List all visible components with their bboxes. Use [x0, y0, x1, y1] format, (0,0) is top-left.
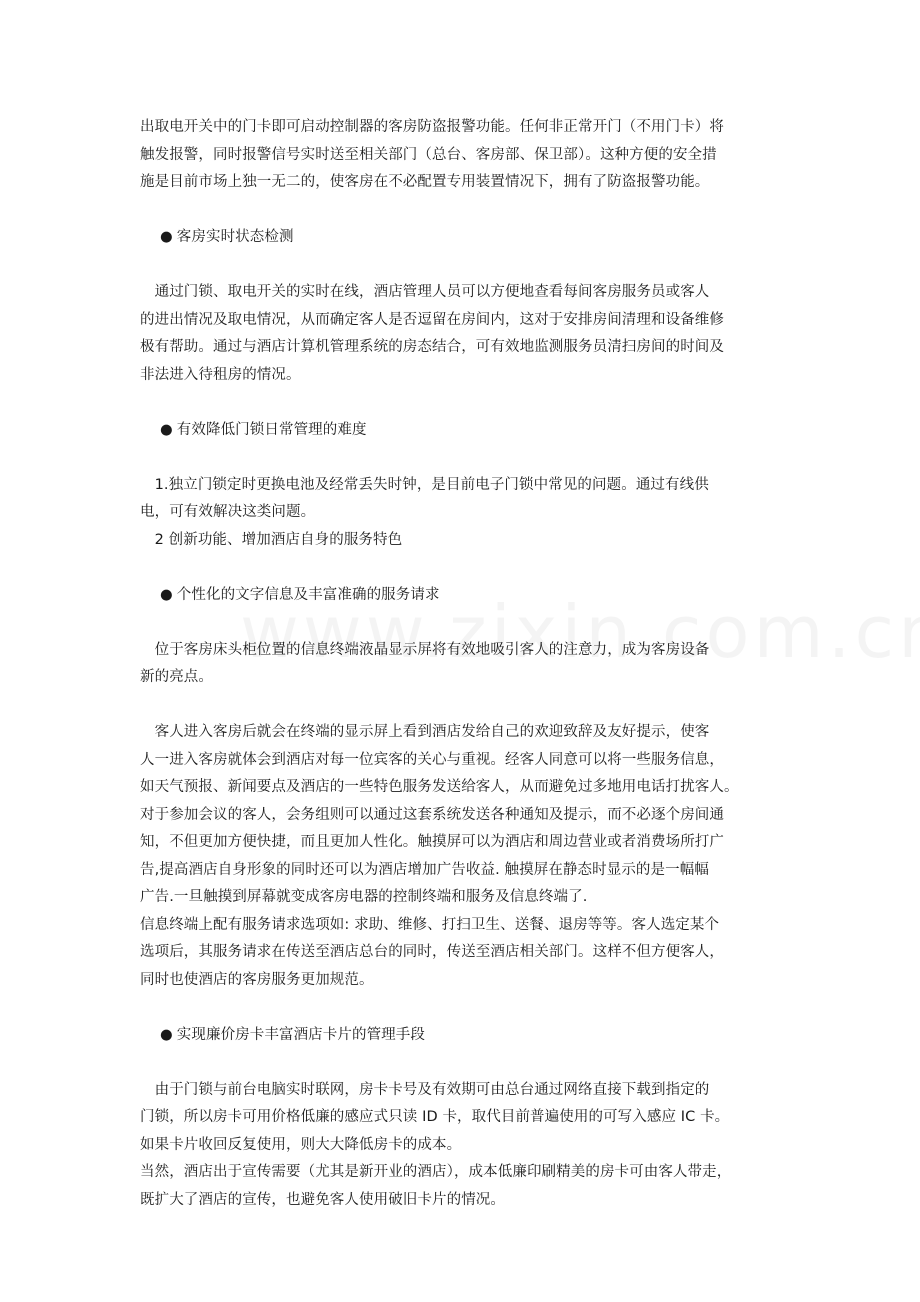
text-line: 1.独立门锁定时更换电池及经常丢失时钟，是目前电子门锁中常见的问题。通过有线供: [140, 476, 709, 493]
text-line: 客人进入客房后就会在终端的显示屏上看到酒店发给自己的欢迎致辞及友好提示，使客: [140, 724, 710, 740]
text-line: 2 创新功能、增加酒店自身的服务特色: [140, 531, 403, 548]
text-line: 同时也使酒店的客房服务更加规范。: [140, 971, 374, 988]
text-line: 施是目前市场上独一无二的，使客房在不必配置专用装置情况下，拥有了防盗报警功能。: [140, 174, 710, 190]
text-line: 触发报警，同时报警信号实时送至相关部门（总台、客房部、保卫部）。这种方便的安全措: [140, 146, 717, 163]
spacer: [140, 1049, 780, 1077]
text-line: 当然，酒店出于宣传需要（尤其是新开业的酒店），成本低廉印刷精美的房卡可由客人带走，: [140, 1164, 732, 1180]
spacer: [140, 197, 780, 225]
text-line: 选项后，其服务请求在传送至酒店总台的同时，传送至酒店相关部门。这样不但方便客人，: [140, 944, 724, 960]
text-line: 出取电开关中的门卡即可启动控制器的客房防盗报警功能。任何非正常开门（不用门卡）将: [140, 119, 724, 135]
text-line: 新的亮点。: [140, 669, 213, 685]
section-heading-lock-management: [140, 417, 780, 445]
spacer: [140, 554, 780, 582]
bullet-icon: ●: [160, 1026, 173, 1043]
bullet-icon: ●: [160, 586, 173, 603]
spacer: [140, 389, 780, 417]
text-line: 信息终端上配有服务请求选项如: 求助、维修、打扫卫生、送餐、退房等等。客人选定某个: [140, 916, 720, 933]
section-heading-realtime-status: [140, 224, 780, 252]
text-line: 非法进入待租房的情况。: [140, 366, 301, 383]
section-heading-personalized-info: [140, 582, 780, 610]
bullet-icon: ●: [160, 229, 173, 245]
text-line: 通过门锁、取电开关的实时在线，酒店管理人员可以方便地查看每间客房服务员或客人: [140, 284, 710, 300]
spacer: [140, 692, 780, 720]
text-line: 广告.一旦触摸到屏幕就变成客房电器的控制终端和服务及信息终端了.: [140, 889, 588, 905]
text-line: 人一进入客房就体会到酒店对每一位宾客的关心与重视。经客人同意可以将一些服务信息，: [140, 751, 724, 768]
text-line: 位于客房床头柜位置的信息终端液晶显示屏将有效地吸引客人的注意力，成为客房设备: [140, 641, 710, 658]
text-line: 极有帮助。通过与酒店计算机管理系统的房态结合，可有效地监测服务员清扫房间的时间及: [140, 339, 724, 355]
heading-text: 实现廉价房卡丰富酒店卡片的管理手段: [176, 1026, 425, 1043]
text-line: 既扩大了酒店的宣传，也避免客人使用破旧卡片的情况。: [140, 1191, 505, 1208]
paragraph-guest-welcome: [140, 719, 780, 994]
spacer: [140, 609, 780, 637]
heading-text: 有效降低门锁日常管理的难度: [176, 421, 367, 438]
text-line: 如天气预报、新闻要点及酒店的一些特色服务发送给客人，从而避免过多地用电话打扰客人。: [140, 779, 739, 795]
text-line: 告,提高酒店自身形象的同时还可以为酒店增加广告收益. 触摸屏在静态时显示的是一幅幅: [140, 861, 709, 878]
text-line: 对于参加会议的客人，会务组则可以通过这套系统发送各种通知及提示，而不必逐个房间通: [140, 806, 724, 823]
spacer: [140, 994, 780, 1022]
intro-paragraph: [140, 114, 780, 197]
text-line: 的进出情况及取电情况，从而确定客人是否逗留在房间内，这对于安排房间清理和设备维修: [140, 311, 724, 328]
document-body: [140, 114, 780, 1214]
text-line: 如果卡片收回反复使用，则大大降低房卡的成本。: [140, 1136, 462, 1153]
bullet-icon: ●: [160, 421, 173, 438]
text-line: 电，可有效解决这类问题。: [140, 504, 316, 520]
heading-text: 个性化的文字信息及丰富准确的服务请求: [176, 586, 440, 603]
paragraph-terminal-display: [140, 637, 780, 692]
paragraph-realtime-status: [140, 279, 780, 389]
spacer: [140, 252, 780, 280]
paragraph-room-card: [140, 1077, 780, 1215]
heading-text: 客房实时状态检测: [176, 229, 294, 245]
spacer: [140, 444, 780, 472]
text-line: 知，不但更加方便快捷，而且更加人性化。触摸屏可以为酒店和周边营业或者消费场所打广: [140, 834, 724, 850]
section-heading-room-card: [140, 1022, 780, 1050]
text-line: 门锁，所以房卡可用价格低廉的感应式只读 ID 卡，取代目前普遍使用的可写入感应 IC 卡。: [140, 1109, 730, 1125]
text-line: 由于门锁与前台电脑实时联网，房卡卡号及有效期可由总台通过网络直接下载到指定的: [140, 1081, 710, 1098]
paragraph-lock-management: [140, 472, 780, 555]
